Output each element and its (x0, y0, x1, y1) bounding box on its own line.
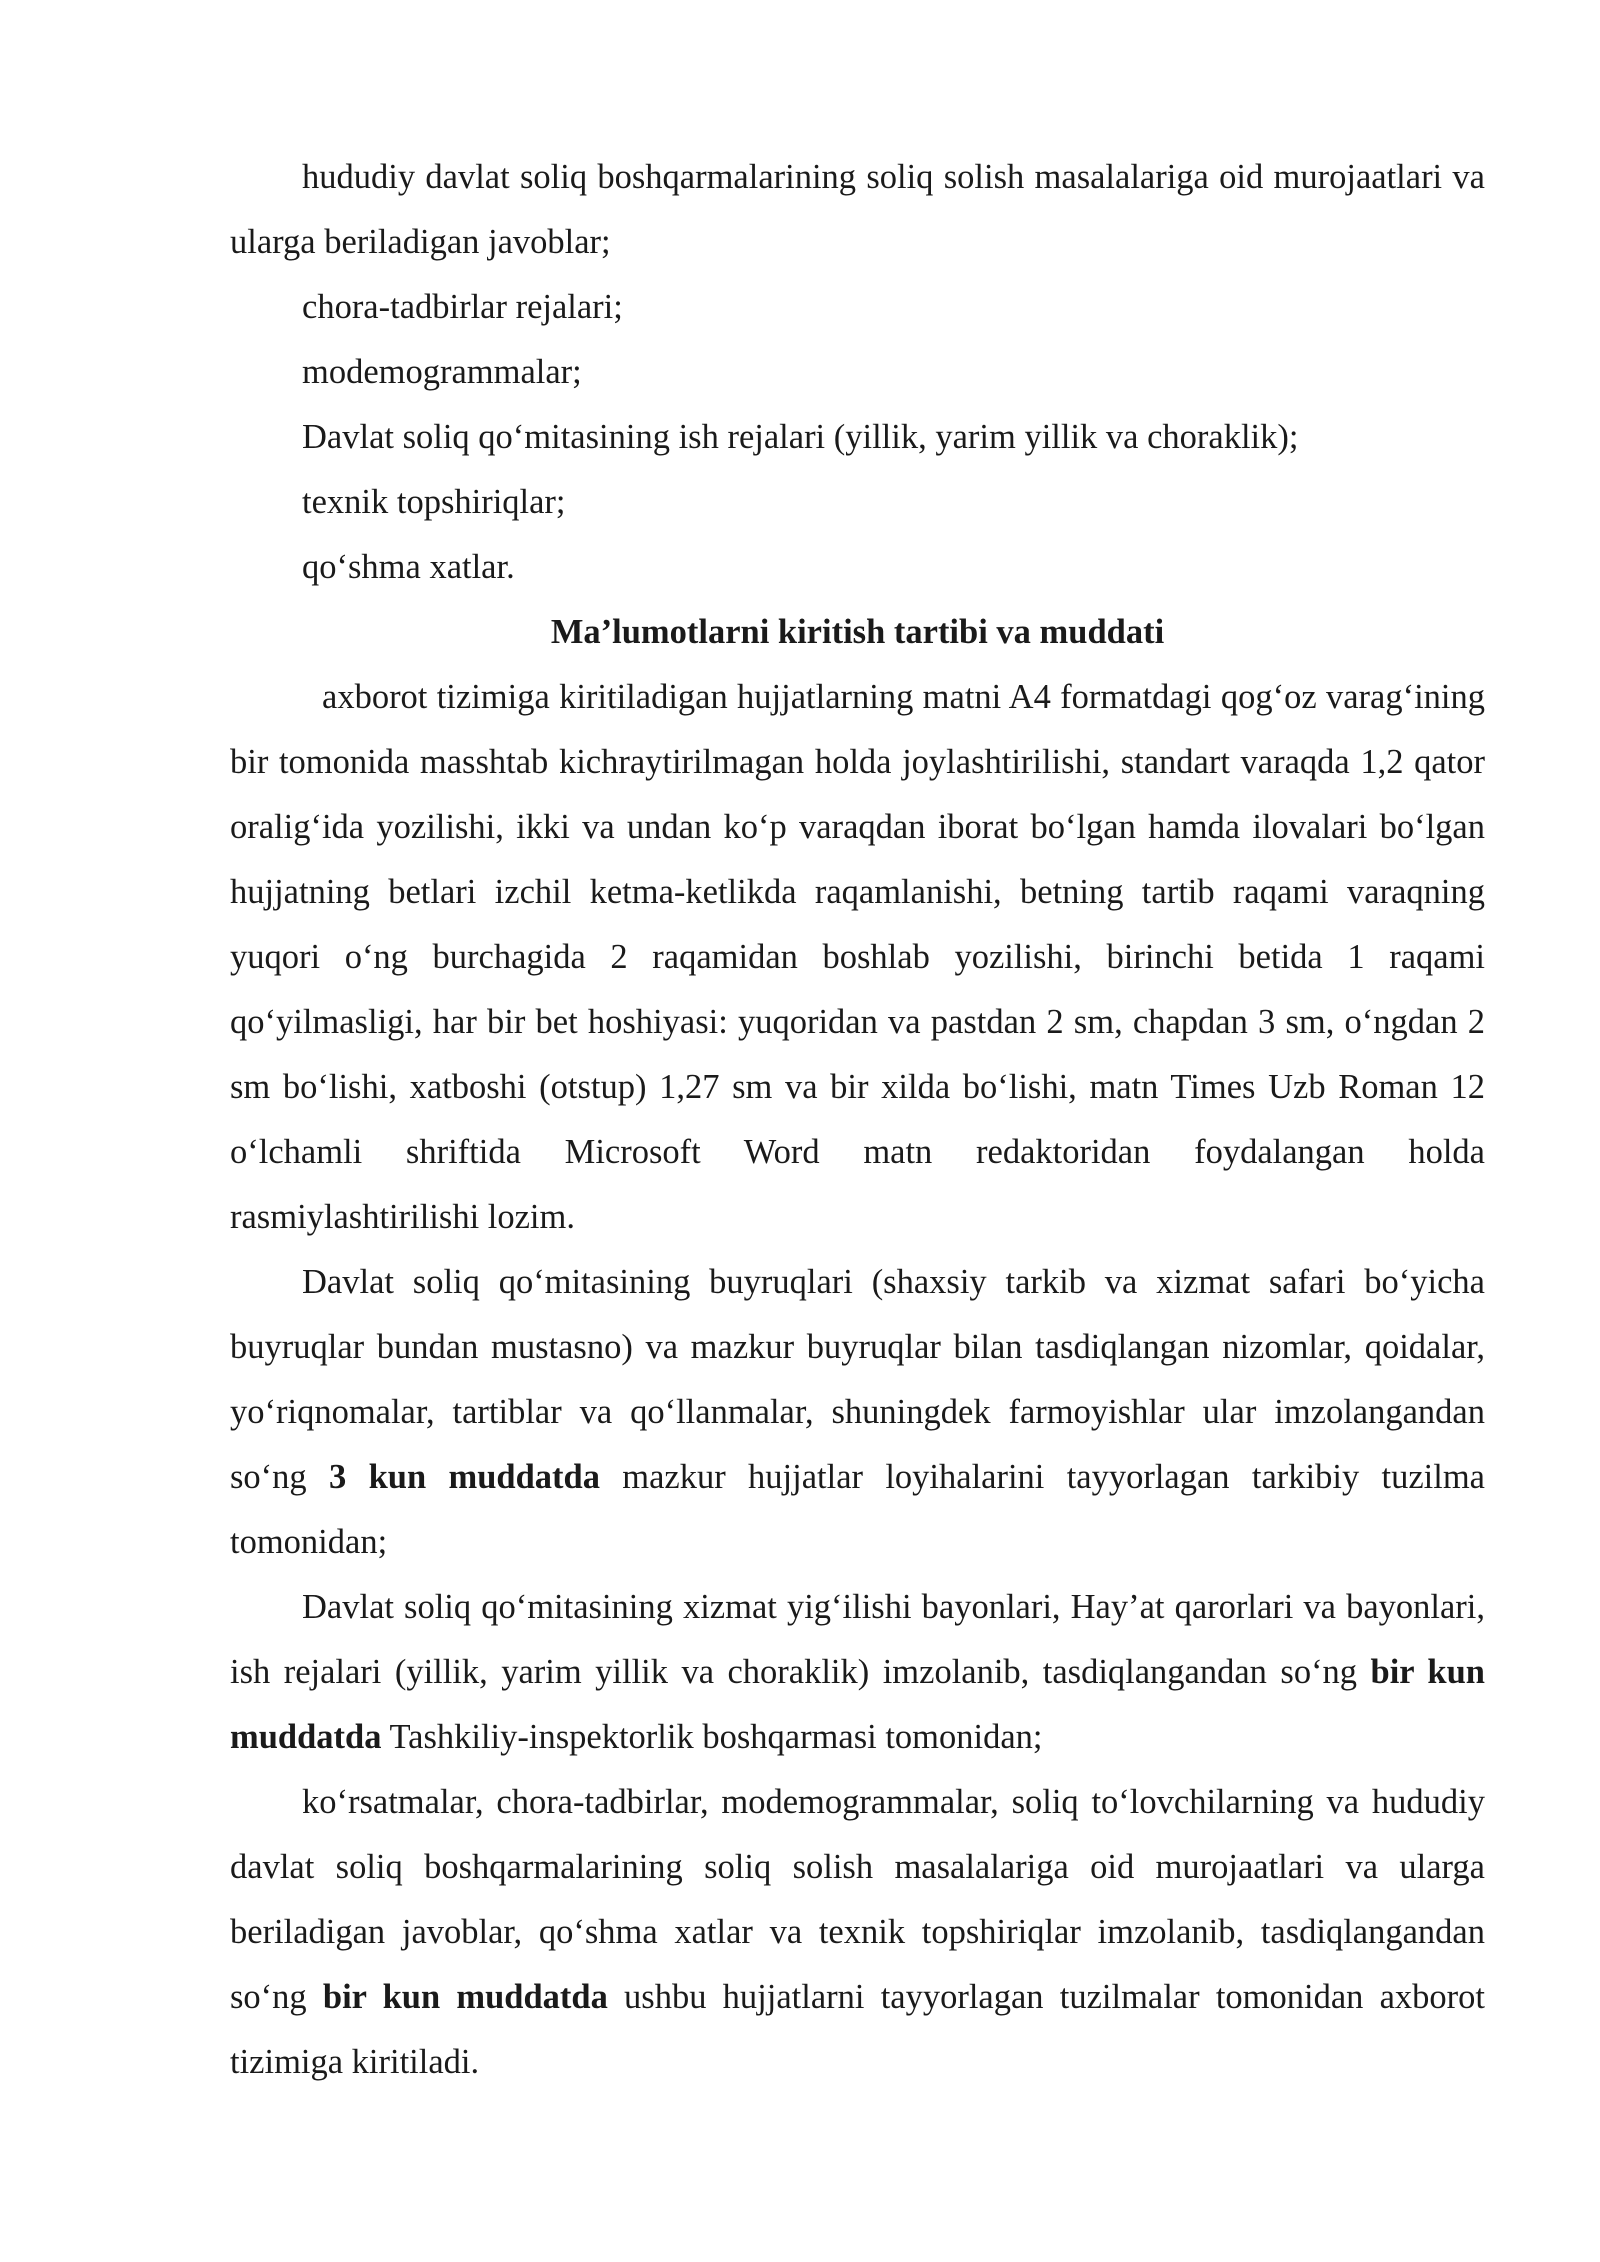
paragraph-text: ko‘rsatmalar, chora-tadbirlar, modemogrammalar, soliq to‘lovchilarning va hududiy davlat soliq boshqarmalarining soliq solish masalalariga oid murojaatlari va ularga beriladigan javoblar, qo‘shma xatlar va texnik topshiriqlar imzolanib, tasdiqlangandan so‘ng (230, 1783, 1485, 2016)
list-item: texnik topshiriqlar; (302, 483, 566, 521)
paragraph-text: Davlat soliq qo‘mitasining xizmat yig‘ilishi bayonlari, Hay’at qarorlari va bayonlari, ish rejalari (yillik, yarim yillik va choraklik) imzolanib, tasdiqlangandan so‘ng (230, 1588, 1485, 1691)
list-item: qo‘shma xatlar. (302, 548, 515, 586)
list-item: modemogrammalar; (302, 353, 582, 391)
paragraph-text: mazkur hujjatlar loyihalarini tayyorlagan tarkibiy tuzilma tomonidan; (230, 1458, 1485, 1561)
intro-paragraph: hududiy davlat soliq boshqarmalarining soliq solish masalalariga oid murojaatlari va ularga beriladigan javoblar; (230, 158, 1485, 261)
paragraph-instructions (230, 1770, 1485, 2095)
deadline-emphasis: 3 kun muddatda (329, 1458, 600, 1496)
paragraph-orders (230, 1250, 1485, 1575)
list-item: Davlat soliq qo‘mitasining ish rejalari (yillik, yarim yillik va choraklik); (302, 418, 1299, 456)
deadline-emphasis: bir kun muddatda (230, 1653, 1485, 1756)
deadline-emphasis: bir kun muddatda (322, 1978, 608, 2016)
section-heading: Ma’lumotlarni kiritish tartibi va muddati (550, 613, 1165, 651)
paragraph-text: Davlat soliq qo‘mitasining buyruqlari (shaxsiy tarkib va xizmat safari bo‘yicha buyruqlar bundan mustasno) va mazkur buyruqlar bilan tasdiqlangan nizomlar, qoidalar, yo‘riqnomalar, tartiblar va qo‘llanmalar, shuningdek farmoyishlar ular imzolangandan so‘ng (230, 1263, 1485, 1496)
list-item: chora-tadbirlar rejalari; (302, 288, 623, 326)
paragraph-format-rules: axborot tizimiga kiritiladigan hujjatlarning matni A4 formatdagi qog‘oz varag‘ining bir tomonida masshtab kichraytirilmagan holda joylashtirilishi, standart varaqda 1,2 qator oralig‘ida yozilishi, ikki va undan ko‘p varaqdan iborat bo‘lgan hamda ilovalari bo‘lgan hujjatning betlari izchil ketma-ketlikda raqamlanishi, betning tartib raqami varaqning yuqori o‘ng burchagida 2 raqamidan boshlab yozilishi, birinchi betida 1 raqami qo‘yilmasligi, har bir bet hoshiyasi: yuqoridan va pastdan 2 sm, chapdan 3 sm, o‘ngdan 2 sm bo‘lishi, xatboshi (otstup) 1,27 sm va bir xilda bo‘lishi, matn Times Uzb Roman 12 o‘lchamli shriftida Microsoft Word matn redaktoridan foydalangan holda rasmiylashtirilishi lozim. (230, 678, 1485, 1236)
paragraph-text: Tashkiliy-inspektorlik boshqarmasi tomonidan; (381, 1718, 1043, 1756)
paragraph-meetings (230, 1575, 1485, 1770)
paragraph-text: ushbu hujjatlarni tayyorlagan tuzilmalar tomonidan axborot tizimiga kiritiladi. (230, 1978, 1485, 2081)
